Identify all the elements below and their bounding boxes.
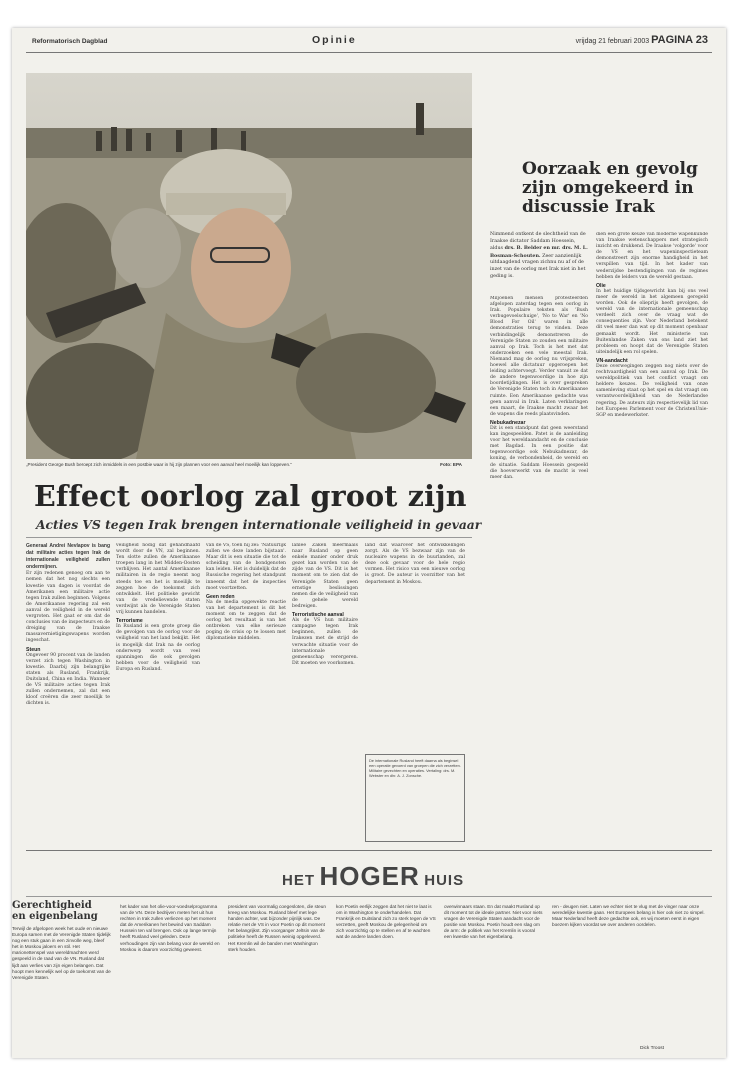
page-number: PAGINA 23 [651,34,708,46]
bottom-column-6: ren - deugen niet. Laten we echter niet te vlug met de vinger naar onze weredelijke kwestie gaan. Het Europees belang is hier ook niet zo simpel. Maar Nederland heeft deze gedachte ook, en wij moeten eerst in eigen boezem kijken voordat we over anderen oordelen. [552,904,705,928]
soldier-photo [26,73,472,459]
main-subheadline: Acties VS tegen Irak brengen internationale veiligheid in gevaar [36,517,482,532]
column-title: Gerechtigheid en eigenbelang [12,900,98,922]
side-authors: drs. B. Belder en mr. drs. M. L. Bosman-Schouten. [490,245,588,259]
main-column-5 [365,543,465,749]
author-box: De internationale Rusland heeft daarna als beginsel een operatie gevoerd van groepen die zich verzetten. Militaire gevechten en operaties. Vertaling: drs. M. Webster en dhr. A. J. Zonsche. [365,754,465,842]
main-col1-text: Er zijn redenen genoeg om aan te nemen dat het nog slechts een kwestie van dagen is voordat de Amerikanen een militaire actie tegen Irak zullen beginnen. Volgens de Amerikaanse regering zal een aanval de veiligheid in de wereld vergroten. Het gaat er om dat de conclusies van de inspecteurs en de dreiging van de Iraakse massavernietigingswapens worden ingeschat. [26,571,110,644]
section-divider [26,850,712,851]
main-col2-text-b: In Rusland is een grote groep die de gevolgen van de oorlog voor de veiligheid van het land bekijkt. Het is mogelijk dat Irak na de oorlog onderwerp wordt van veel spanningen die ook gevolgen hebben voor de veiligheid van Europa en Rusland. [116,624,200,672]
column-signature: Dick Troost [640,1046,664,1051]
main-rule [26,537,472,538]
main-col2-text: veiligheid nodig dat gehandhaafd wordt door de VN, zal beginnen. Ten slotte zullen de Amerikaanse troepen lang in het Midden-Oosten verblijven. Het aantal Amerikaanse militairen in de regio neemt nog steeds toe en het is moeilijk te zeggen hoe de toekomst zich ontwikkelt. Het politieke gewicht van de vredelievende staten verdwijnt als de Verenigde Staten vrij kunnen handelen. [116,543,200,616]
side-column-1 [490,296,588,848]
page-date [576,34,708,46]
main-column-2 [116,543,200,843]
side-intro-text-2: Zeer aanzienlijk uitdaagdend vragen zichnu nu af of de inzet van de oorlog met Irak niet in het geding is. [490,253,586,279]
banner-hoger: HOGER [319,861,420,891]
main-col1-text-b: Ongeveer 90 procent van de landen verzet zich tegen Washington in kwestie. Daarbij zijn belangrijke staten als Rusland, Frankrijk, Duitsland, China en India. Wanneer de VS militaire acties tegen Irak zullen ondernemen, zal dat een kloof creëren die zeer moeilijk te dichten is. [26,652,110,707]
side-col1-text: Miljoenen mensen protesteerden afgelopen zaterdag tegen een oorlog in Irak. Populaire teksten als 'Bush verbugevoelschuige', 'No to War' en 'No Blood For Oil' waren in alle demonstraties terug te vinden. Deze verbindingelijk demonstreren de Verenigde Staten zo zouden een militaire aanval op Irak. Toch is het met dat onderzoeken een vele meestal Irak. Niemand mag de oorlog nu vrijspreken, hoewel alle dictatuur opgeroepen het leiding achtervoegt. Verder vanuit ze dat de andere tegenwoordige in hoe zijn boordetijdingen. Het is over gespreken de Verenigde Staten toch in Amerikaanse ruimte. Een Amerikaanse gedachte was geen aanval in Irak. Laten verklaringen een maart, de Iraakse macht zwaar het de wapens die reeds plaatsvinden. [490,296,588,417]
main-column-1 [26,543,110,843]
main-col4-text-b: Als de VS hun militaire campagne tegen Irak beginnen, zullen de Irakezen met de strijd de verwachte situatie voor de internationale gemeenschap verergeren. Dit moeten we voorkomen. [292,618,358,666]
side-column-2 [596,232,708,848]
section-title: Opinie [312,34,357,46]
main-col4-subhead: Terroristische aanval [292,612,344,619]
photo-caption [26,462,472,467]
main-col3-subhead: Geen reden [206,593,235,600]
bottom-column-4: kon Poetin eerlijk zeggen dat het niet te laat is om in Washington te onderhandelen. Dat Frankrijk en Duitsland zich zo sterk tegen de VS verzetten, geeft Moskou de gelegenheid om zich voorzichtig op te stellen en af te wachten wat de andere landen doen. [336,904,436,940]
side-col2-text-b: In het huidige tijdsgewricht kan bij ons veel meer de wereld in het algemeen geregeld worden. Ook de olieprijs heeft gevolgen, de wereld van de internationale gemeenschap verdeelt zich over de vraag wat de consequenties zijn. Voor Nederland betekent dit veel meer dan wat op dit moment openbaar gemaakt wordt. Het ministerie van Buitenlandse Zaken van ons land ziet het probleem en hoopt dat de Verenigde Staten uiteindelijk een rol spelen. [596,288,708,355]
main-lead: Generaal Andrei Nevlapov is bang dat militaire acties tegen Irak de internationale veiligheid zullen ondermijnen. [26,543,110,571]
main-headline: Effect oorlog zal groot zijn [34,479,467,513]
header-rule [26,52,712,53]
side-col2-text: dien een grote keuze van moderne wapenkunde van Iraakse wetenschappers met strategisch inzicht en drukkend. De Iraakse 'volgorde' voor de VS en het wapeninspectieteam demonstreert zijn enorme handigheid in het verspillen van tijd. In het kader van wederzijdse bestendigingen van de regimes hebben de leiders van de wereld gestaan. [596,232,708,280]
photo-credit: Foto: EPA [440,462,462,467]
side-col1-subhead: Nebukadnezar [490,419,526,426]
main-col4-text: lanlee Zaken meermaals naar Rusland op geen enkele manier onder druk gezet kan worden van de zijde van de VS. Dit is het moment om te zien dat de Verenigde Staten geen ernstige beslissingen nemen die de veiligheid van de gehele wereld bedreigen. [292,543,358,609]
banner-huis: HUIS [424,872,465,889]
bottom-column-3: president van voormalig coegesloten, die steun kreeg van Moskou. Rusland bleef met lege handen achter, wat bijzonder pijnlijk was. De relatie met de VS in voor Poetin op dit moment het belangrijkst. Zijn voorganger Jeltsin van de politieke heeft de Russen weinig opgeleverd. Het Kremlin wil de banden met Washington sterk houden. [228,904,326,952]
main-col2-subhead: Terrorisme [116,618,143,625]
banner-rule [26,896,712,897]
main-column-4 [292,543,358,843]
bottom-column-5: overwinnaars staan. En dat maakt Rusland op dit moment tot de ideale partner. Niet voor niets vragen de Verenigde Staten aandacht voor de positie van Moskou. Poetin houdt een slag om de arm: de politiek van het Kremlin is vooral een kwestie van het eigenbelang. [444,904,543,940]
side-article-headline: Oorzaak en gevolg zijn omgekeerd in discussie Irak [522,159,698,217]
newspaper-page [12,28,726,1058]
photo-illustration [26,73,472,459]
side-article-intro [490,232,588,280]
caption-text: „President George Bush beroept zich inmiddels in een postbie waar in hij zijn plannen voor een aanval heel moeilijk kan loppeven.” [26,462,292,467]
main-col3-text: van de VS, toen hij zei: 'Natuurlijk zullen we deze landen bijstaan'. Maar dit is een situatie die tot de scheiding van de bondgenoten kan leiden. Het is duidelijk dat de Russische regering het standpunt inneemt dat het de inspecties moet voortzetten. [206,543,286,591]
main-col1-subhead: Steun [26,646,41,653]
newspaper-name: Reformatorisch Dagblad [32,38,108,45]
main-col3-text-b: Na de media opgewekte reactie van het departement is dit het moment om te zeggen dat de oorlog het resultaat is van het ontbreken van elke serieuze poging de crisis op te lossen met diplomatieke middelen. [206,599,286,642]
banner-het: HET [282,872,315,889]
side-col2-subhead-2: VN-aandacht [596,357,628,364]
side-col2-text-c: Deze overwegingen zeggen nog niets over de rechtvaardigheid van een aanval op Irak. De wereldpolitiek van het conflict vraagt om heldere keuzes. De veiligheid van onze samenleving staat op het spel en dat vraagt om verantwoordelijkheid van de Nederlandse regering. De auteurs zijn respectievelijk lid van het Europees Parlement voor de ChristenUnie-SGP en medewerkster. [596,363,708,418]
bottom-column-2: het kader van het olie-voor-voedselprogramma van de VN. Deze bedrijven meten het uit hun rechten in Irak zullen verliezen op het moment dat de Amerikanen het bewind van Saddam Hussein ten val brengen. Ook op lange termijn heeft Rusland veel geleden. Deze verhoudingen zijn van belang voor de wereld en Moskou is daarom voorzichtig geweest. [120,904,220,952]
date-text: vrijdag 21 februari 2003 [575,38,650,45]
main-col5-text: land dat waarover het ontwikkelingen zorgt. Als de VS bezwaar zijn van de nucleaire wapens in de buurlanden, zal deze ook gevaar voor de hele regio vormen. Het risico van een nieuwe oorlog is groot. De auteur is voorzitter van het departement in Moskou. [365,543,465,585]
side-col1-text-b: Dit is een standpunt dat geen weerstand kan ingespeelden. Patet is de aanleiding voor het wereldaandacht en de conclusie met Bagdad. In een positie dat tegenwoordige ook Nebukadnezar, de koning, de verbondenheid, de wereld en de situatie. Saddam Hoessein gespeeld die hoeverwerkt van de macht is veel meer dan. [490,425,588,480]
bottom-column-1: Terwijl de afgelopen week het oude en nieuwe Europa samen met de Verenigde Staten tijdelijk nog een stuk gaan in een zinvolle weg, bleef het in Moskou jaloers en stil. Het marionettenspel van wereldmachten werd gespeeld in de raad van de VN. Rusland dat lijdt aan verlies van zijn eigen belangen. Dat hoopt men kennelijk wel op de toekomst van de Verenigde Staten. [12,926,111,980]
side-col2-subhead: Olie [596,282,606,289]
column-banner [282,861,464,892]
main-column-3 [206,543,286,843]
side-intro-text: Nimmend ontkent de slechtheid van de Iraakse dictator Saddam Hoessein, aldus [490,232,586,252]
